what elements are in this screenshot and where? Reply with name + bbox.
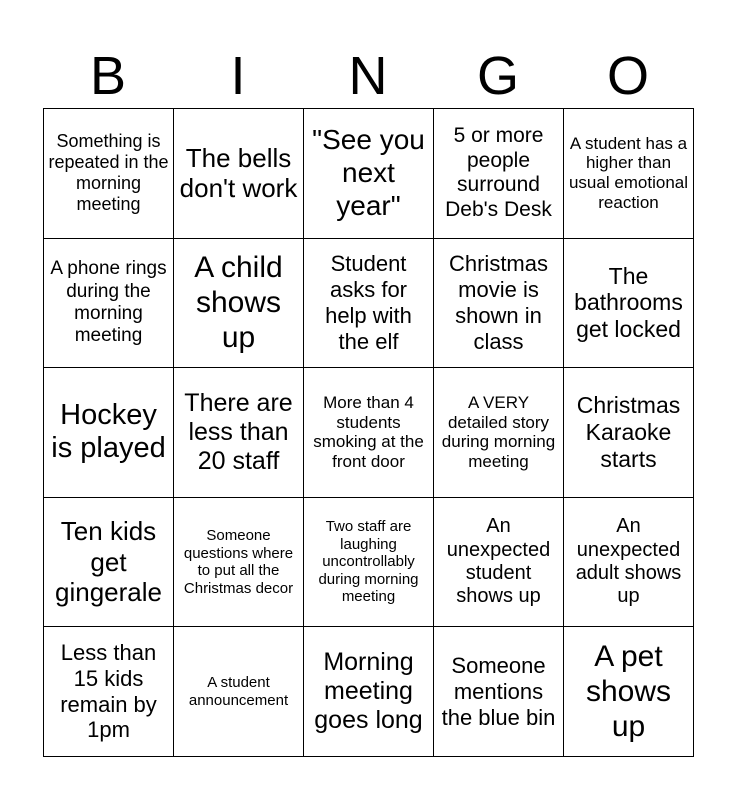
bingo-cell[interactable]: A student has a higher than usual emotional reaction	[564, 109, 694, 239]
bingo-cell[interactable]: An unexpected adult shows up	[564, 497, 694, 627]
bingo-cell[interactable]: Christmas Karaoke starts	[564, 368, 694, 498]
bingo-cell[interactable]: Ten kids get gingerale	[44, 497, 174, 627]
bingo-cell[interactable]: A student announcement	[174, 627, 304, 757]
header-letter-o: O	[606, 46, 649, 106]
bingo-cell[interactable]: Someone questions where to put all the Christmas decor	[174, 497, 304, 627]
bingo-row	[44, 368, 694, 498]
bingo-cell[interactable]: Christmas movie is shown in class	[434, 238, 564, 368]
bingo-cell[interactable]: "See you next year"	[304, 109, 434, 239]
bingo-cell[interactable]: The bells don't work	[174, 109, 304, 239]
header-letter-n: N	[348, 46, 388, 106]
bingo-cell[interactable]: A phone rings during the morning meeting	[44, 238, 174, 368]
bingo-cell[interactable]: Hockey is played	[44, 368, 174, 498]
bingo-row	[44, 109, 694, 239]
bingo-cell[interactable]: A VERY detailed story during morning meeting	[434, 368, 564, 498]
bingo-cell[interactable]: More than 4 students smoking at the front door	[304, 368, 434, 498]
bingo-cell[interactable]: There are less than 20 staff	[174, 368, 304, 498]
bingo-cell[interactable]: A pet shows up	[564, 627, 694, 757]
bingo-cell[interactable]: A child shows up	[174, 238, 304, 368]
header-letter-g: G	[476, 46, 519, 106]
bingo-row	[44, 497, 694, 627]
bingo-header	[43, 44, 693, 108]
bingo-cell[interactable]: The bathrooms get locked	[564, 238, 694, 368]
bingo-cell[interactable]: 5 or more people surround Deb's Desk	[434, 109, 564, 239]
bingo-row	[44, 238, 694, 368]
bingo-row	[44, 627, 694, 757]
bingo-grid	[43, 108, 694, 757]
bingo-cell[interactable]: Something is repeated in the morning meeting	[44, 109, 174, 239]
bingo-cell[interactable]: Someone mentions the blue bin	[434, 627, 564, 757]
bingo-cell[interactable]: Morning meeting goes long	[304, 627, 434, 757]
bingo-cell[interactable]: Student asks for help with the elf	[304, 238, 434, 368]
bingo-cell[interactable]: Less than 15 kids remain by 1pm	[44, 627, 174, 757]
bingo-cell[interactable]: An unexpected student shows up	[434, 497, 564, 627]
header-letter-b: B	[89, 46, 127, 106]
bingo-cell[interactable]: Two staff are laughing uncontrollably during morning meeting	[304, 497, 434, 627]
header-letter-i: I	[230, 46, 246, 106]
